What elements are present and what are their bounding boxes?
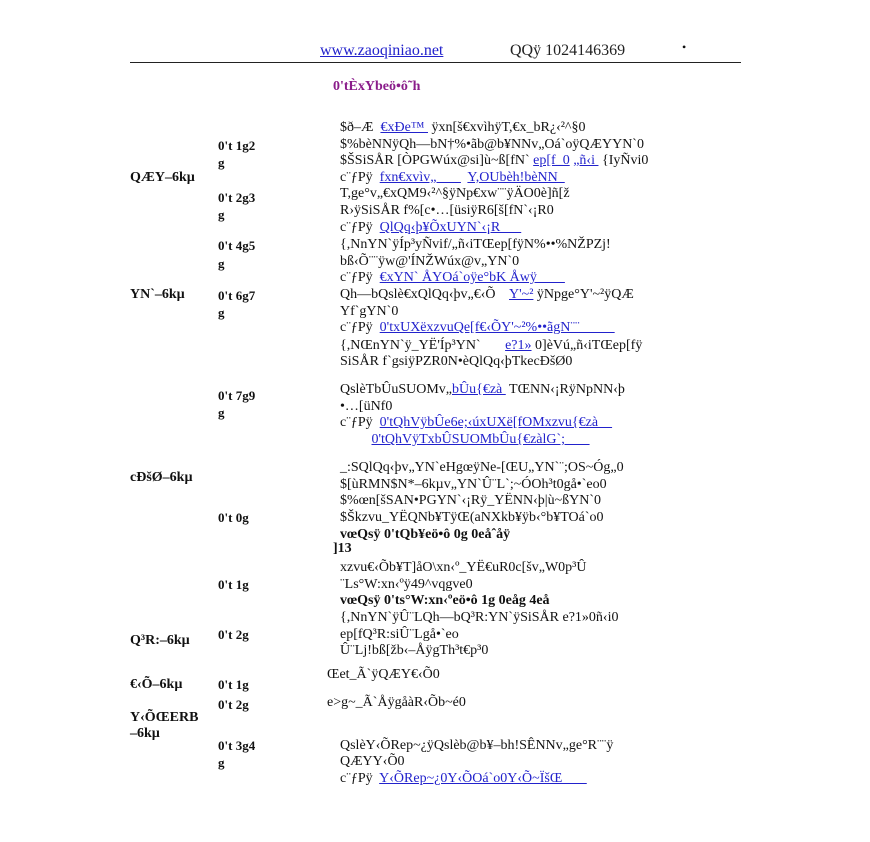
text-segment: T,ge°v„€xQM9‹²^§ÿNp€xw¨¨ÿÄO0è]ñ[ž <box>340 186 570 201</box>
text-segment: c¨ƒPÿ <box>340 270 380 285</box>
date-label: 0't 1g2 <box>218 138 256 153</box>
text-segment: QslèTbÛuSUOMv„ <box>340 382 452 397</box>
text-line <box>340 338 642 354</box>
date-label: g <box>218 755 225 770</box>
reference-link[interactable]: bÛu{€zà <box>452 382 506 397</box>
reference-link[interactable]: 0'tQhVÿbÛe6e;‹úxUXë[fOMxzvu{€zà <box>379 415 613 430</box>
text-segment: $[ùRMN$N*–6kµv„YN`Û¨L`;~ÓOh³t0gå•`eo0 <box>340 477 607 492</box>
qq-number: QQÿ 1024146369 <box>510 42 626 59</box>
text-line <box>340 186 570 202</box>
text-segment: QslèY‹ÕRep~¿ÿQslèb@b¥–bh!SÊNNv„ge°R¨¨ÿ <box>340 738 614 753</box>
text-line <box>340 610 618 626</box>
section-label: Y‹ÕŒERB <box>130 710 199 725</box>
reference-link[interactable]: „ñ‹i <box>573 153 599 168</box>
text-line <box>340 137 644 153</box>
text-segment: {,NnYN`ÿÛ¨LQh—bQ³R:YN`ÿSiSÅR e?1»0ñ‹i0 <box>340 610 619 625</box>
text-line <box>333 541 352 557</box>
text-line <box>340 643 488 659</box>
reference-link[interactable]: Y,OUbèh!bèNN <box>467 170 565 185</box>
text-segment: Yf`gYN`0 <box>340 304 399 319</box>
text-segment: Qh—bQslè€xQlQq‹þv„€‹Õ <box>340 287 510 302</box>
section-label: YN`–6kµ <box>130 287 185 302</box>
text-line <box>340 460 624 476</box>
text-segment: R›ÿSiSÅR f%[c•…[üsiÿR6[š[fN`‹¡R0 <box>340 203 554 218</box>
text-segment: •…[üNf0 <box>340 399 393 414</box>
text-line <box>340 477 607 493</box>
date-label: 0't 6g7 <box>218 288 256 303</box>
text-line <box>340 354 572 370</box>
reference-link[interactable]: QlQq‹þ¥ÕxUYN`‹¡R <box>379 220 522 235</box>
text-line <box>340 170 565 186</box>
text-segment: TŒNN‹¡RÿNpNN‹þ <box>505 382 625 397</box>
reference-link[interactable]: 0'tQhVÿTxbÛSUOMbÛu{€zàlG`; <box>371 432 590 447</box>
text-segment: ]13 <box>333 541 352 556</box>
header-divider <box>130 62 741 63</box>
text-segment: {,NnYN`ÿÍp³yÑvif/„ñ‹iTŒep[fÿN%••%NŽPZj! <box>340 237 611 252</box>
date-label: 0't 4g5 <box>218 238 256 253</box>
text-segment: ÿNpge°Y'~²ÿQÆ <box>533 287 634 302</box>
text-line <box>340 738 613 754</box>
text-segment: SiSÅR f`gsiÿPZR0N•èQlQq‹þTkecÐšØ0 <box>340 354 573 369</box>
date-label: 0't 2g <box>218 627 249 642</box>
date-label: 0't 3g4 <box>218 738 256 753</box>
section-label: €‹Õ–6kµ <box>130 677 183 692</box>
reference-link[interactable]: ep[f_0 <box>533 153 570 168</box>
text-segment <box>340 432 372 447</box>
section-label: Q³R:–6kµ <box>130 633 190 648</box>
text-line <box>340 203 554 219</box>
document-title: 0'tЀxYbeö•ô˜h <box>333 79 421 94</box>
text-segment: c¨ƒPÿ <box>340 771 380 786</box>
text-segment: $%bèNNÿQh—bN†%•ãb@b¥NNv„Oá`oÿQÆYYN`0 <box>340 137 644 152</box>
reference-link[interactable]: €xYN` ÅYOá`oÿe°bK Åwÿ <box>379 270 565 285</box>
section-label: cÐšØ–6kµ <box>130 470 193 485</box>
text-segment: 0]èVú„ñ‹iTŒep[fÿ <box>531 338 643 353</box>
site-link[interactable]: www.zaoqiniao.net <box>320 42 444 59</box>
date-label: 0't 0g <box>218 510 249 525</box>
text-line <box>340 627 459 643</box>
date-label: g <box>218 256 225 271</box>
date-label: 0't 1g <box>218 677 249 692</box>
date-label: g <box>218 305 225 320</box>
reference-link[interactable]: e?1» <box>505 338 532 353</box>
reference-link[interactable]: €xÐe™ <box>380 120 428 135</box>
date-label: 0't 1g <box>218 577 249 592</box>
text-line <box>340 415 612 431</box>
text-line <box>327 695 466 711</box>
header-mark: • <box>682 40 687 54</box>
text-segment: ep[fQ³R:siÛ¨Lgå•`eo <box>340 627 459 642</box>
reference-link[interactable]: Y'~² <box>509 287 534 302</box>
text-segment: $%œn[šSAN•PGYN`‹¡Rÿ_YËNN‹þ|ù~ßYN`0 <box>340 493 602 508</box>
date-label: 0't 7g9 <box>218 388 256 403</box>
text-segment: QÆYY‹Õ0 <box>340 754 405 769</box>
text-segment: ÿxn[š€xvìhÿT,€x_bR¿‹²^§0 <box>428 120 586 135</box>
text-segment: xzvu€‹Õb¥T]åO\xn‹º_YË€uR0c[šv„W0p³Û <box>340 560 587 575</box>
text-segment: c¨ƒPÿ <box>340 170 380 185</box>
text-segment: c¨ƒPÿ <box>340 320 380 335</box>
text-line <box>340 304 398 320</box>
reference-link[interactable]: 0'txUXëxzvuQe[f€‹ÕY'~²%••ãgN¨¨ <box>379 320 615 335</box>
text-line <box>340 527 510 543</box>
text-line <box>340 120 586 136</box>
text-segment: bß‹Õ¨¨ÿw@'ÍNŽWúx@v„YN`0 <box>340 254 520 269</box>
text-line <box>340 493 601 509</box>
text-line <box>340 399 392 415</box>
text-segment: c¨ƒPÿ <box>340 415 380 430</box>
date-label: 0't 2g <box>218 697 249 712</box>
text-line <box>340 270 565 286</box>
text-line <box>340 237 611 253</box>
text-segment: vœQsÿ 0'tQb¥eö•ô 0g 0eåˆåÿ <box>340 527 511 542</box>
text-line <box>327 667 440 683</box>
text-segment: e>g~_Ã`ÅÿgåàR‹Õb~é0 <box>327 695 466 710</box>
text-segment: $ð–Æ <box>340 120 381 135</box>
text-line <box>340 220 521 236</box>
text-line <box>340 382 625 398</box>
section-label: –6kµ <box>130 726 160 741</box>
text-segment: $Škzvu_YËQNb¥TÿŒ(aNXkb¥ÿb‹°b¥TOá`o0 <box>340 510 604 525</box>
text-segment: ¨Ls°W:xn‹ºÿ49^vqgve0 <box>340 577 473 592</box>
date-label: 0't 2g3 <box>218 190 256 205</box>
text-line <box>340 593 550 609</box>
text-segment: $ŠSiSÅR [ÒPGWúx@si]ù~ß[fN` <box>340 153 534 168</box>
date-label: g <box>218 207 225 222</box>
text-line <box>340 577 473 593</box>
reference-link[interactable]: fxn€xvìv„ <box>379 170 461 185</box>
text-segment: c¨ƒPÿ <box>340 220 380 235</box>
text-segment: vœQsÿ 0'ts°W:xn‹ºeö•ô 1g 0eåg 4eå <box>340 593 550 608</box>
section-label: QÆY–6kµ <box>130 170 195 185</box>
text-line <box>340 754 405 770</box>
text-segment: {IyÑvi0 <box>598 153 649 168</box>
text-line <box>340 320 615 336</box>
text-line <box>340 510 604 526</box>
text-line <box>340 254 519 270</box>
text-segment: _:SQlQq‹þv„YN`eHgœÿNe-[ŒU„YN`¨;OS~Óg„0 <box>340 460 624 475</box>
text-segment: Û¨Lj!bß[žb‹–ÅÿgTh³t€p³0 <box>340 643 489 658</box>
text-line <box>340 153 648 169</box>
date-label: g <box>218 405 225 420</box>
text-line <box>340 287 634 303</box>
text-line <box>340 771 587 787</box>
text-line <box>340 432 590 448</box>
text-segment: Œet_Ã`ÿQÆY€‹Õ0 <box>327 667 440 682</box>
text-line <box>340 560 586 576</box>
date-label: g <box>218 155 225 170</box>
reference-link[interactable]: Y‹ÕRep~¿0Y‹ÕOá`o0Y‹Õ~ÏšŒ <box>379 771 587 786</box>
text-segment: {,NŒnYN`ÿ_YË'Íp³YN` <box>340 338 506 353</box>
